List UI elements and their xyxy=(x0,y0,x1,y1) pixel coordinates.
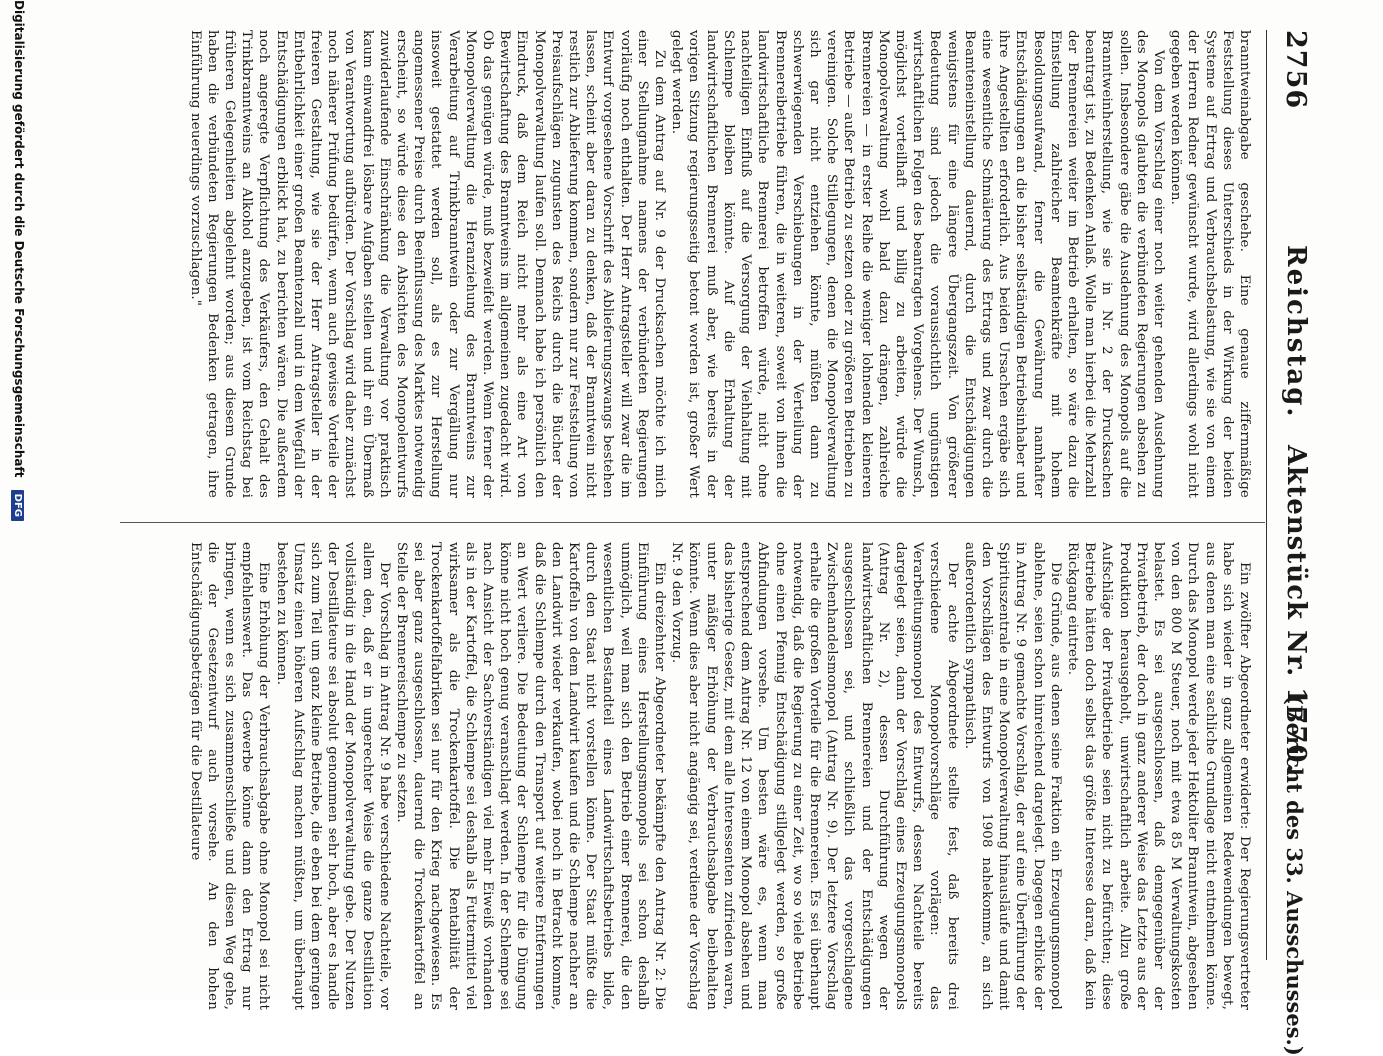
header-rule xyxy=(1266,30,1267,960)
paragraph: Eine Erhöhung der Verbrauchsabgabe ohne Monopol sei nicht empfehlenswert. Das Gewerbe könne dann den Ertrag nur bringen, wenn es sich zusammenschließe und diesen Weg gehe, die der Gesetzentwurf auch vorsehe. An den hohen Entschädigungsbeträgen für die Destillateure xyxy=(187,542,272,1010)
page-header xyxy=(1271,30,1311,1056)
dfg-logo: DFG xyxy=(11,490,24,521)
paragraph: Ein dreizehnter Abgeordneter bekämpfte den Antrag Nr. 2: Die Einführung eines Herstellungsmonopols sei schon deshalb unmöglich, weil man sich den Betrieb einer Brennerei, die den wesentlichen Bestandteil eines Landwirtschaftsbetriebs bilde, durch den Staat nicht vorstellen könne. Der Staat müßte die Kartoffeln von dem Landwirt kaufen und die Schlempe nachher an den Landwirt wieder verkaufen, wobei noch in Betracht komme, daß die Schlempe durch den Transport auf weitere Entfernungen an Wert verliere. Die Bedeutung der Schlempe für die Düngung könne nicht hoch genug veranschlagt werden. In der Schlempe sei nach Ansicht der Sachverständigen viel mehr Eiweiß vorhanden als in der Kartoffel, die Schlempe sei deshalb als Futtermittel viel wirksamer als die Trockenkartoffel. Die Rentabilität der Trockenkartoffelfabriken sei nur für den Krieg nachgewiesen. Es sei aber ganz ausgeschlossen, dauernd die Trockenkartoffel an Stelle der Brennereischlempe zu setzen. xyxy=(394,542,668,1010)
paragraph: Der Vorschlag in Antrag Nr. 9 habe verschiedene Nachteile, vor allem den, daß er in ungerechter Weise die ganze Destillation vollständig in die Hand der Monopolverwaltung gebe. Der Nutzen der Destillateure sei absolut genommen sehr hoch, aber es handle sich zum Teil um ganz kleine Betriebe, die eben bei dem geringen Umsatz einen höheren Aufschlag machen müßten, um überhaupt bestehen zu können. xyxy=(273,542,392,1010)
running-head-bericht: (Bericht des 33. Ausschusses.) xyxy=(1282,695,1307,1056)
paragraph: Der achte Abgeordnete stellte fest, daß bereits drei verschiedene Monopolvorschläge vorlägen: das Verarbeitungsmonopol des Entwurfs, dessen Nachteile bereits dargelegt seien, dann der Vorschlag eines Erzeugungsmonopols (Antrag Nr. 2), dessen Durchführung wegen der landwirtschaftlichen Brennereien und der Entschädigungen ausgeschlossen sei, und schließlich das vorgeschlagene Zwischenhandelsmonopol (Antrag Nr. 9). Der letztere Vorschlag erhalte die großen Vorteile für die Brennereien. Es sei überhaupt notwendig, daß die Regierung zu einer Zeit, wo so viele Betriebe ohne einen Pfennig Entschädigung stillgelegt werden, so große Abfindungen vorsehe. Um besten wäre es, wenn man entsprechend dem Antrag Nr. 12 von einem Monopol absehen und das bisherige Gesetz, mit dem alle Interessenten zufrieden waren, unter mäßiger Erhöhung der Verbrauchsabgabe beibehalten könnte. Wenn dies aber nicht angängig sei, verdiene der Vorschlag Nr. 9 den Vorzug. xyxy=(669,542,960,1010)
digitization-note-text: Digitalisierung gefördert durch die Deutsche Forschungsgemeinschaft xyxy=(12,0,26,478)
running-head-reichstag: Reichstag. xyxy=(1281,245,1311,419)
right-column xyxy=(113,542,1253,1010)
paragraph: Zu dem Antrag auf Nr. 9 der Drucksachen möchte ich mich einer Stellungnahme namens der verbündeten Regierungen vorläufig noch enthalten. Der Herr Antragsteller will zwar die im Entwurf vorgesehene Vorschrift des Ablieferungszwangs bestehen lassen, scheint aber daran zu denken, daß der Branntwein nicht restlich zur Ablieferung kommen, sondern nur zur Feststellung von Preisaufschlägen zugunsten des Reichs durch die Bücher der Monopolverwaltung laufen soll. Demnach habe ich persönlich den Eindruck, daß dem Reich nicht mehr als eine Art von Bewirtschaftung des Branntweins im allgemeinen zugedacht wird. Ob das genügen würde, muß bezweifelt werden. Wenn ferner der Monopolverwaltung die Heranziehung des Branntweins zur Verarbeitung auf Trinkbranntwein oder zur Vergällung nur insoweit gestattet werden soll, als es zur Herstellung angemessener Preise durch Beeinflussung des Marktes notwendig erscheint, so würde diese den Absichten des Monopolentwurfs zuwiderlaufende Einschränkung die Verwaltung vor praktisch kaum einwandfrei lösbare Aufgaben stellen und ihr ein Übermaß von Verantwortung aufbürden. Der Vorschlag wird daher zunächst noch näherer Prüfung bedürfen, wenn auch gewisse Vorteile der freieren Gestaltung, wie sie der Herr Antragsteller in der Entbehrlichkeit einer großen Beamtenzahl und in dem Wegfall der Entschädigungen erblickt hat, zu berichten wären. Die außerdem noch angeregte Verpflichtung des Verkäufers, den Gehalt des Trinkbranntweins an Alkohol anzugeben, ist vom Reichstag bei früheren Gelegenheiten abgelehnt worden; aus diesem Grunde haben die verbündeten Regierungen Bedenken getragen, ihre Einführung neuerdings vorzuschlagen." xyxy=(187,30,668,498)
column-divider xyxy=(120,522,1265,523)
paragraph: Ein zwölfter Abgeordneter erwiderte: Der Regierungsvertreter habe sich wieder in ganz allgemeinen Redewendungen bewegt, aus denen man eine sachliche Grundlage nicht entnehmen könne. Durch das Monopol werde jeder Hektoliter Branntwein, abgesehen von den 800 M Steuer, noch mit etwa 85 M Verwaltungskosten belastet. Es sei ausgeschlossen, daß demgegenüber der Privatbetrieb, der doch in ganz anderer Weise das Letzte aus der Produktion herausgeholt, unwirtschaftlich arbeite. Allzu große Aufschläge der Privatbetriebe seien nicht zu befürchten; diese Betriebe hätten doch selbst das größte Interesse daran, daß kein Rückgang eintrete. xyxy=(1064,542,1252,1010)
left-column xyxy=(113,30,1253,498)
paragraph: Von dem Vorschlag einer noch weiter gehenden Ausdehnung des Monopols glaubten die verbündeten Regierungen absehen zu sollen. Insbesondere gäbe die Ausdehnung des Monopols auf die Branntweinherstellung, wie sie in Nr. 2 der Drucksachen beantragt ist, zu Bedenken Anlaß. Wolle man hierbei die Mehrzahl der Brennereien weiter im Betrieb erhalten, so wäre dazu die Einstellung zahlreicher Beamtenkräfte mit hohem Besoldungsaufwand, ferner die Gewährung namhafter Entschädigungen an die bisher selbständigen Betriebsinhaber und ihre Angestellten erforderlich. Aus beiden Ursachen ergäbe sich eine wesentliche Schmälerung des Ertrags und zwar durch die Beamteneinstellung dauernd, durch die Entschädigungen wenigstens für eine längere Übergangszeit. Von größerer Bedeutung sind jedoch die voraussichtlich ungünstigen wirtschaftlichen Folgen des beantragten Vorgehens. Der Wunsch, möglichst vorteilhaft und billig zu arbeiten, würde die Monopolverwaltung wohl bald dazu drängen, zahlreiche Brennereien — in erster Reihe die weniger lohnenden kleineren Betriebe — außer Betrieb zu setzen oder zu größeren Betrieben zu vereinigen. Solche Stillegungen, denen die Monopolverwaltung sich gar nicht entziehen könnte, müßten dann zu schwerwiegenden Verschiebungen in der Verteilung der Brennereibetriebe führen, die in weiteren, soweit von ihnen die landwirtschaftliche Brennerei betroffen würde, nicht ohne nachteiligen Einfluß auf die Versorgung der Viehhaltung mit Schlempe bleiben könnte. Auf die Erhaltung der landwirtschaftlichen Brennerei muß aber, wie bereits in der vorigen Sitzung regierungsseitig betont worden ist, großer Wert gelegt werden. xyxy=(669,30,1166,498)
running-head-aktenstueck: Aktenstück Nr. 1770. xyxy=(1281,445,1311,774)
paragraph: Die Gründe, aus denen seine Fraktion ein Erzeugungsmonopol ablehne, seien schon hinreichend dargelegt. Dagegen erblicke der in Antrag Nr. 9 gemachte Vorschlag, der auf eine Überführung der Spirituszentrale in eine Monopolverwaltung hinausläufe und damit den Vorschlägen des Entwurfs von 1908 nahekomme, an sich außerordentlich sympathisch. xyxy=(961,542,1063,1010)
digitization-note xyxy=(8,0,26,1000)
page-number: 2756 xyxy=(1280,30,1311,110)
paragraph: branntweinabgabe geschehe. Eine genaue ziffernmäßige Feststellung dieses Unterschieds in der Wirkung der beiden Systeme auf Ertrag und Verbrauchsbelastung, wie sie von einem der Herren Redner gewünscht wurde, wird allerdings wohl nicht gegeben werden können. xyxy=(1168,30,1252,498)
